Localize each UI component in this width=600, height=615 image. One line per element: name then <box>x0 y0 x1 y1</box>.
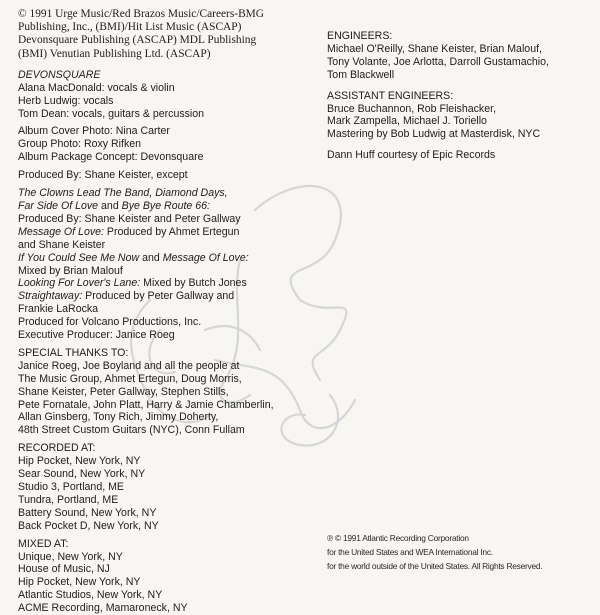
credit-line: Mixed by Brian Malouf <box>18 264 123 277</box>
studio-line: Hip Pocket, New York, NY <box>18 455 141 468</box>
producer-credit: Produced By: Shane Keister, except <box>18 169 188 182</box>
credit-line: Executive Producer: Janice Roeg <box>18 329 175 342</box>
courtesy-credit: Dann Huff courtesy of Epic Records <box>327 149 496 162</box>
song-title: Looking For Lover's Lane: <box>18 277 141 290</box>
band-name: DEVONSQUARE <box>18 68 101 81</box>
conjunction: and <box>139 251 163 264</box>
song-title: Far Side Of Love <box>18 199 99 212</box>
studio-line: Sear Sound, New York, NY <box>18 468 146 481</box>
studio-line: Atlantic Studios, New York, NY <box>18 589 163 602</box>
thanks-line: Janice Roeg, Joe Boyland and all the people at <box>18 359 240 372</box>
studio-line: Back Pocket D, New York, NY <box>18 519 159 532</box>
band-block <box>18 69 318 615</box>
studio-line: Unique, New York, NY <box>18 550 123 563</box>
credit-line: Produced by Peter Gallway and <box>82 290 235 303</box>
credit-line: Mixed by Butch Jones <box>140 277 247 290</box>
engineers-block <box>327 30 592 82</box>
recorded-block <box>18 442 318 532</box>
credit-line: Produced for Volcano Productions, Inc. <box>18 316 202 329</box>
publishing-line: Devonsquare Publishing (ASCAP) MDL Publishing <box>18 34 257 47</box>
production-notes <box>18 187 318 342</box>
credit-line: Frankie LaRocka <box>18 303 99 316</box>
mastering-credit: Mastering by Bob Ludwig at Masterdisk, NYC <box>327 128 541 141</box>
copyright-line: for the world outside of the United States. All Rights Reserved. <box>327 561 543 571</box>
right-column <box>327 30 592 162</box>
thanks-line: The Music Group, Ahmet Ertegun, Doug Morris, <box>18 372 242 385</box>
photo-credit: Album Package Concept: Devonsquare <box>18 151 204 164</box>
thanks-block <box>18 347 318 437</box>
studio-line: ACME Recording, Mamaroneck, NY <box>18 602 188 615</box>
studio-line: Tundra, Portland, ME <box>18 493 119 506</box>
studio-line: Hip Pocket, New York, NY <box>18 576 141 589</box>
credit-line: Produced By: Shane Keister and Peter Gallway <box>18 212 241 225</box>
studio-line: House of Music, NJ <box>18 563 110 576</box>
credit-line: Produced by Ahmet Ertegun <box>103 225 240 238</box>
copyright-notice <box>327 531 592 573</box>
song-title: If You Could See Me Now <box>18 251 140 264</box>
engineer-line: Bruce Buchannon, Rob Fleishacker, <box>327 102 497 115</box>
publishing-line: © 1991 Urge Music/Red Brazos Music/Careers-BMG <box>18 8 265 20</box>
mixed-block <box>18 538 318 615</box>
song-title: Message Of Love: <box>162 251 249 264</box>
section-heading: RECORDED AT: <box>18 442 96 455</box>
song-title: Message Of Love: <box>18 225 104 238</box>
copyright-line: ℗ © 1991 Atlantic Recording Corporation <box>327 533 469 543</box>
section-heading: ASSISTANT ENGINEERS: <box>327 89 454 102</box>
band-member: Tom Dean: vocals, guitars & percussion <box>18 107 205 120</box>
band-member: Herb Ludwig: vocals <box>18 94 114 107</box>
left-column <box>18 8 318 615</box>
section-heading: MIXED AT: <box>18 537 69 550</box>
engineer-line: Mark Zampella, Michael J. Toriello <box>327 115 487 128</box>
thanks-line: Pete Fornatale, John Platt, Harry & Jamie Chamberlin, <box>18 398 274 411</box>
song-title: Bye Bye Route 66: <box>121 199 210 212</box>
section-heading: SPECIAL THANKS TO: <box>18 346 129 359</box>
conjunction: and <box>98 199 122 212</box>
publishing-block <box>18 8 318 61</box>
assistant-engineers-block <box>327 90 592 129</box>
publishing-line: (BMI) Venutian Publishing Ltd. (ASCAP) <box>18 47 211 60</box>
song-titles: The Clowns Lead The Band, Diamond Days, <box>18 187 228 200</box>
thanks-line: Allan Ginsberg, Tony Rich, Jimmy Doherty, <box>18 411 219 424</box>
photo-credit: Album Cover Photo: Nina Carter <box>18 125 170 138</box>
photo-credit: Group Photo: Roxy Rifken <box>18 138 142 151</box>
engineer-line: Tony Volante, Joe Arlotta, Darroll Gustamachio, <box>327 55 549 68</box>
section-heading: ENGINEERS: <box>327 30 393 42</box>
engineer-line: Tom Blackwell <box>327 68 395 81</box>
thanks-line: 48th Street Custom Guitars (NYC), Conn Fullam <box>18 424 245 437</box>
engineer-line: Michael O'Reilly, Shane Keister, Brian Malouf, <box>327 42 542 55</box>
publishing-line: Publishing, Inc., (BMI)/Hit List Music (ASCAP) <box>18 21 242 34</box>
credit-line: and Shane Keister <box>18 238 106 251</box>
studio-line: Studio 3, Portland, ME <box>18 481 124 493</box>
song-title: Straightaway: <box>18 290 83 303</box>
studio-line: Battery Sound, New York, NY <box>18 506 157 519</box>
thanks-line: Shane Keister, Peter Gallway, Stephen Stills, <box>18 385 229 398</box>
copyright-line: for the United States and WEA International Inc. <box>327 547 493 557</box>
band-member: Alana MacDonald: vocals & violin <box>18 81 175 94</box>
